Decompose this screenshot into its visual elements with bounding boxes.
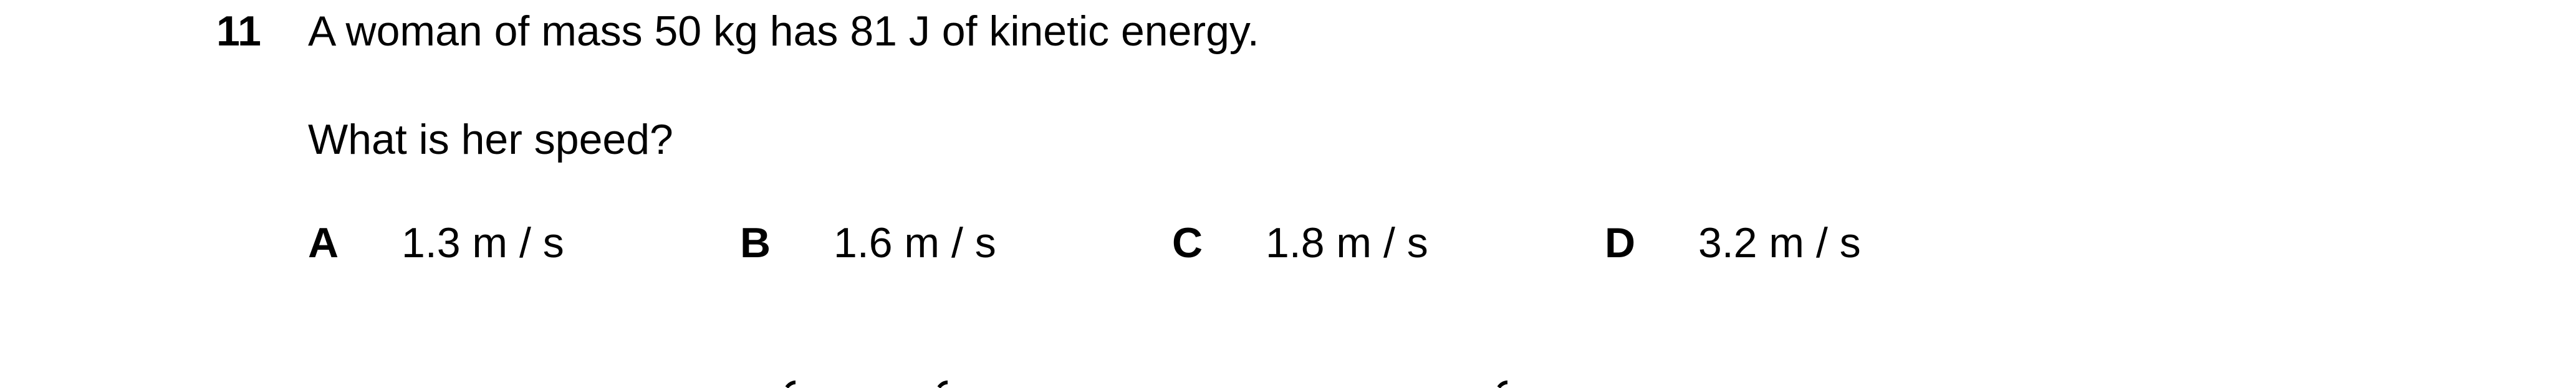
question-number: 11 bbox=[216, 7, 261, 55]
question-prompt: What is her speed? bbox=[308, 116, 673, 163]
option-value: 1.8 m / s bbox=[1266, 219, 1428, 267]
option-value: 1.6 m / s bbox=[834, 219, 996, 267]
option-value: 3.2 m / s bbox=[1698, 219, 1861, 267]
cropped-glyph-stroke bbox=[1499, 382, 1507, 387]
option-letter: B bbox=[740, 219, 771, 267]
option-letter: C bbox=[1172, 219, 1203, 267]
cropped-glyph-stroke bbox=[787, 382, 795, 387]
option-letter: D bbox=[1605, 219, 1636, 267]
cropped-next-line-fragments bbox=[0, 374, 2576, 388]
question-stem: A woman of mass 50 kg has 81 J of kinetic energy. bbox=[308, 7, 1259, 55]
option-value: 1.3 m / s bbox=[401, 219, 564, 267]
option-letter: A bbox=[308, 219, 339, 267]
cropped-glyph-stroke bbox=[939, 382, 948, 387]
